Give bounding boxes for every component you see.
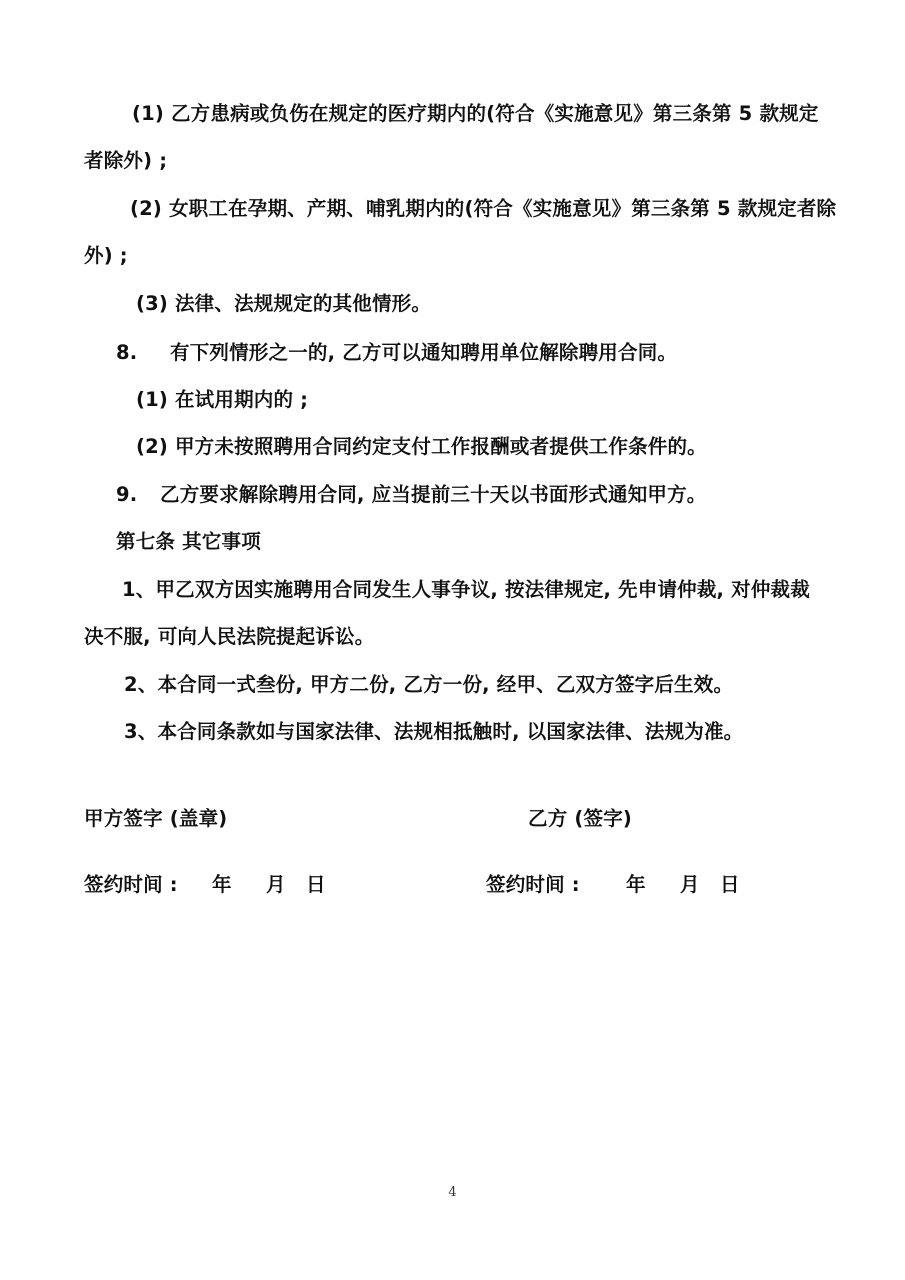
clause-8-2: (2) 甲方未按照聘用合同约定支付工作报酬或者提供工作条件的。 bbox=[136, 435, 707, 458]
party-b-signature-label: 乙方 (签字) bbox=[528, 807, 633, 830]
party-b-month: 月 bbox=[680, 873, 700, 896]
clause-8-number: 8. bbox=[116, 341, 138, 364]
clause-7-3: (3) 法律、法规规定的其他情形。 bbox=[136, 292, 432, 315]
clause-8-text: 有下列情形之一的, 乙方可以通知聘用单位解除聘用合同。 bbox=[170, 341, 678, 364]
party-a-signature-label: 甲方签字 (盖章) bbox=[84, 807, 228, 830]
party-b-year: 年 bbox=[626, 873, 646, 896]
clause-9-number: 9. bbox=[116, 483, 138, 506]
clause-7-1-line-2: 者除外) ; bbox=[84, 149, 168, 172]
party-b-date-label: 签约时间 : bbox=[486, 873, 580, 896]
clause-7-1-line-1: (1) 乙方患病或负伤在规定的医疗期内的(符合《实施意见》第三条第 5 款规定 bbox=[132, 102, 819, 125]
clause-7-2-line-2: 外) ; bbox=[84, 244, 128, 267]
clause-8-1: (1) 在试用期内的 ; bbox=[136, 388, 309, 411]
party-a-month: 月 bbox=[266, 873, 286, 896]
party-a-date-label: 签约时间 : bbox=[84, 873, 178, 896]
party-a-year: 年 bbox=[212, 873, 232, 896]
party-a-day: 日 bbox=[306, 873, 326, 896]
party-b-day: 日 bbox=[720, 873, 740, 896]
article-7-heading: 第七条 其它事项 bbox=[116, 530, 261, 553]
article-7-item-3: 3、本合同条款如与国家法律、法规相抵触时, 以国家法律、法规为准。 bbox=[124, 720, 744, 743]
article-7-item-1-line-1: 1、甲乙双方因实施聘用合同发生人事争议, 按法律规定, 先申请仲裁, 对仲裁裁 bbox=[122, 578, 810, 601]
clause-9-text: 乙方要求解除聘用合同, 应当提前三十天以书面形式通知甲方。 bbox=[160, 483, 707, 506]
article-7-item-2: 2、本合同一式叁份, 甲方二份, 乙方一份, 经甲、乙双方签字后生效。 bbox=[124, 673, 734, 696]
page-number: 4 bbox=[448, 1185, 457, 1200]
clause-7-2-line-1: (2) 女职工在孕期、产期、哺乳期内的(符合《实施意见》第三条第 5 款规定者除 bbox=[130, 197, 837, 220]
article-7-item-1-line-2: 决不服, 可向人民法院提起诉讼。 bbox=[84, 625, 375, 648]
